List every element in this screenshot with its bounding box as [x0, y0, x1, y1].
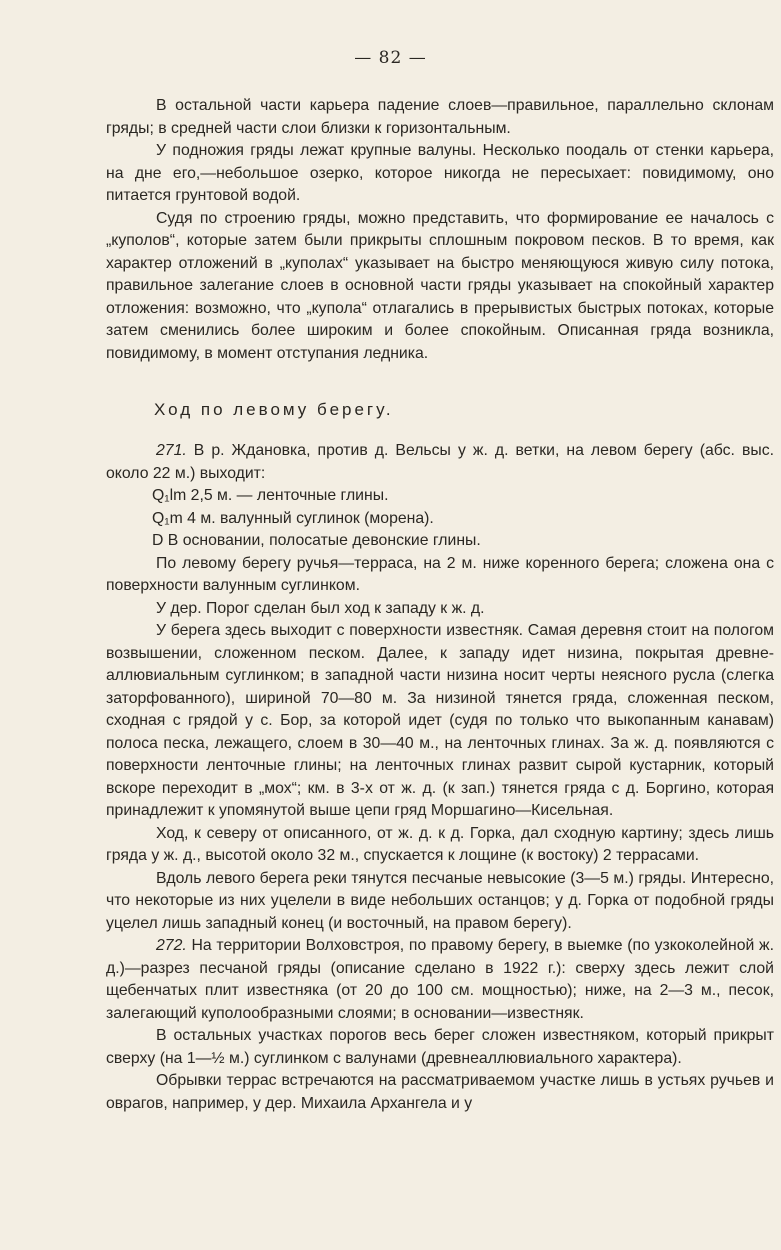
- entry-number: 272.: [156, 937, 187, 954]
- paragraph: Судя по строению гряды, можно представить, что формирование ее началось с „куполов“, которые затем были прикрыты сплошным покровом песков. В то время, как характер отложений в „куполах“ указывает на быстро меняющуюся живую силу потока, правильное залегание слоев в основной части гряды указывает на спокойный характер отложения: возможно, что „купола“ отлагались в прерывистых быстрых потоках, которые затем сменились более широким и более спокойным. Описанная гряда возникла, повидимому, в момент отступания ледника.: [106, 209, 774, 362]
- geology-layer: Q₁m 4 м. валунный суглинок (морена).: [152, 509, 434, 527]
- paragraph-text: В р. Ждановка, против д. Вельсы у ж. д. ветки, на левом берегу (абс. выс. около 22 м.) выходит:: [106, 442, 774, 482]
- paragraph-271: [106, 440, 774, 485]
- paragraph: Обрывки террас встречаются на рассматриваемом участке лишь в устьях ручьев и оврагов, например, у дер. Михаила Архангела и у: [106, 1072, 774, 1112]
- paragraph: Ход, к северу от описанного, от ж. д. к д. Горка, дал сходную картину; здесь лишь гряда у ж. д., высотой около 32 м., спускается к лощине (к востоку) 2 террасами.: [106, 824, 774, 864]
- paragraph: По левому берегу ручья—терраса, на 2 м. ниже коренного берега; сложена она с поверхности валунным суглинком.: [106, 554, 774, 594]
- paragraph-272: [106, 935, 774, 1025]
- section-heading: Ход по левому берегу.: [154, 400, 394, 419]
- paragraph: У дер. Порог сделан был ход к западу к ж. д.: [156, 599, 485, 617]
- paragraph: Вдоль левого берега реки тянутся песчаные невысокие (3—5 м.) гряды. Интересно, что некоторые из них уцелели в виде небольших останцов; у д. Горка от подобной гряды уцелел лишь западный конец (и восточный, на правом берегу).: [106, 869, 774, 932]
- page-number: — 82 —: [354, 48, 427, 68]
- paragraph: В остальных участках порогов весь берег сложен известняком, который прикрыт сверху (на 1—½ м.) суглинком с валунами (древнеаллювиального характера).: [106, 1027, 774, 1067]
- geology-layer: Q₁lm 2,5 м. — ленточные глины.: [152, 487, 389, 504]
- paragraph: В остальной части карьера падение слоев—правильное, параллельно склонам гряды; в средней части слои близки к горизонтальным.: [106, 97, 774, 137]
- text-block-top: [106, 95, 774, 365]
- entry-number: 271.: [156, 442, 187, 459]
- paragraph-text: На территории Волховстроя, по правому берегу, в выемке (по узкоколейной ж. д.)—разрез песчаной гряды (описание сделано в 1922 г.): сверху здесь лежит слой щебенчатых плит известняка (от 20 до 100 см. мощностью); ниже, на 2—3 м., песок, залегающий куполообразными слоями; в основании—известняк.: [106, 937, 774, 1022]
- paragraph: У берега здесь выходит с поверхности известняк. Самая деревня стоит на пологом возвышении, сложенном песком. Далее, к западу идет низина, покрытая древне-аллювиальным суглинком; в западной части низина носит черты неясного русла (слегка заторфованного), шириной 70—80 м. За низиной тянется гряда, сложенная песком, сходная с грядой у с. Бор, за которой идет (судя по только что выкопанным канавам) полоса песка, лежащего, слоем в 30—40 м., на ленточных глинах. За ж. д. появляются с поверхности ленточные глины; на ленточных глинах развит сырой кустарник, который вскоре переходит в „мох“; км. в 3-х от ж. д. (к зап.) тянется гряда с д. Боргино, которая принадлежит к упомянутой выше цепи гряд Моршагино—Кисельная.: [106, 622, 774, 819]
- geology-layer: D В основании, полосатые девонские глины.: [152, 532, 481, 549]
- paragraph: У подножия гряды лежат крупные валуны. Несколько поодаль от стенки карьера, на дне его,—небольшое озерко, которое никогда не пересыхает: повидимому, оно питается грунтовой водой.: [106, 142, 774, 204]
- text-block-main: [106, 440, 774, 1115]
